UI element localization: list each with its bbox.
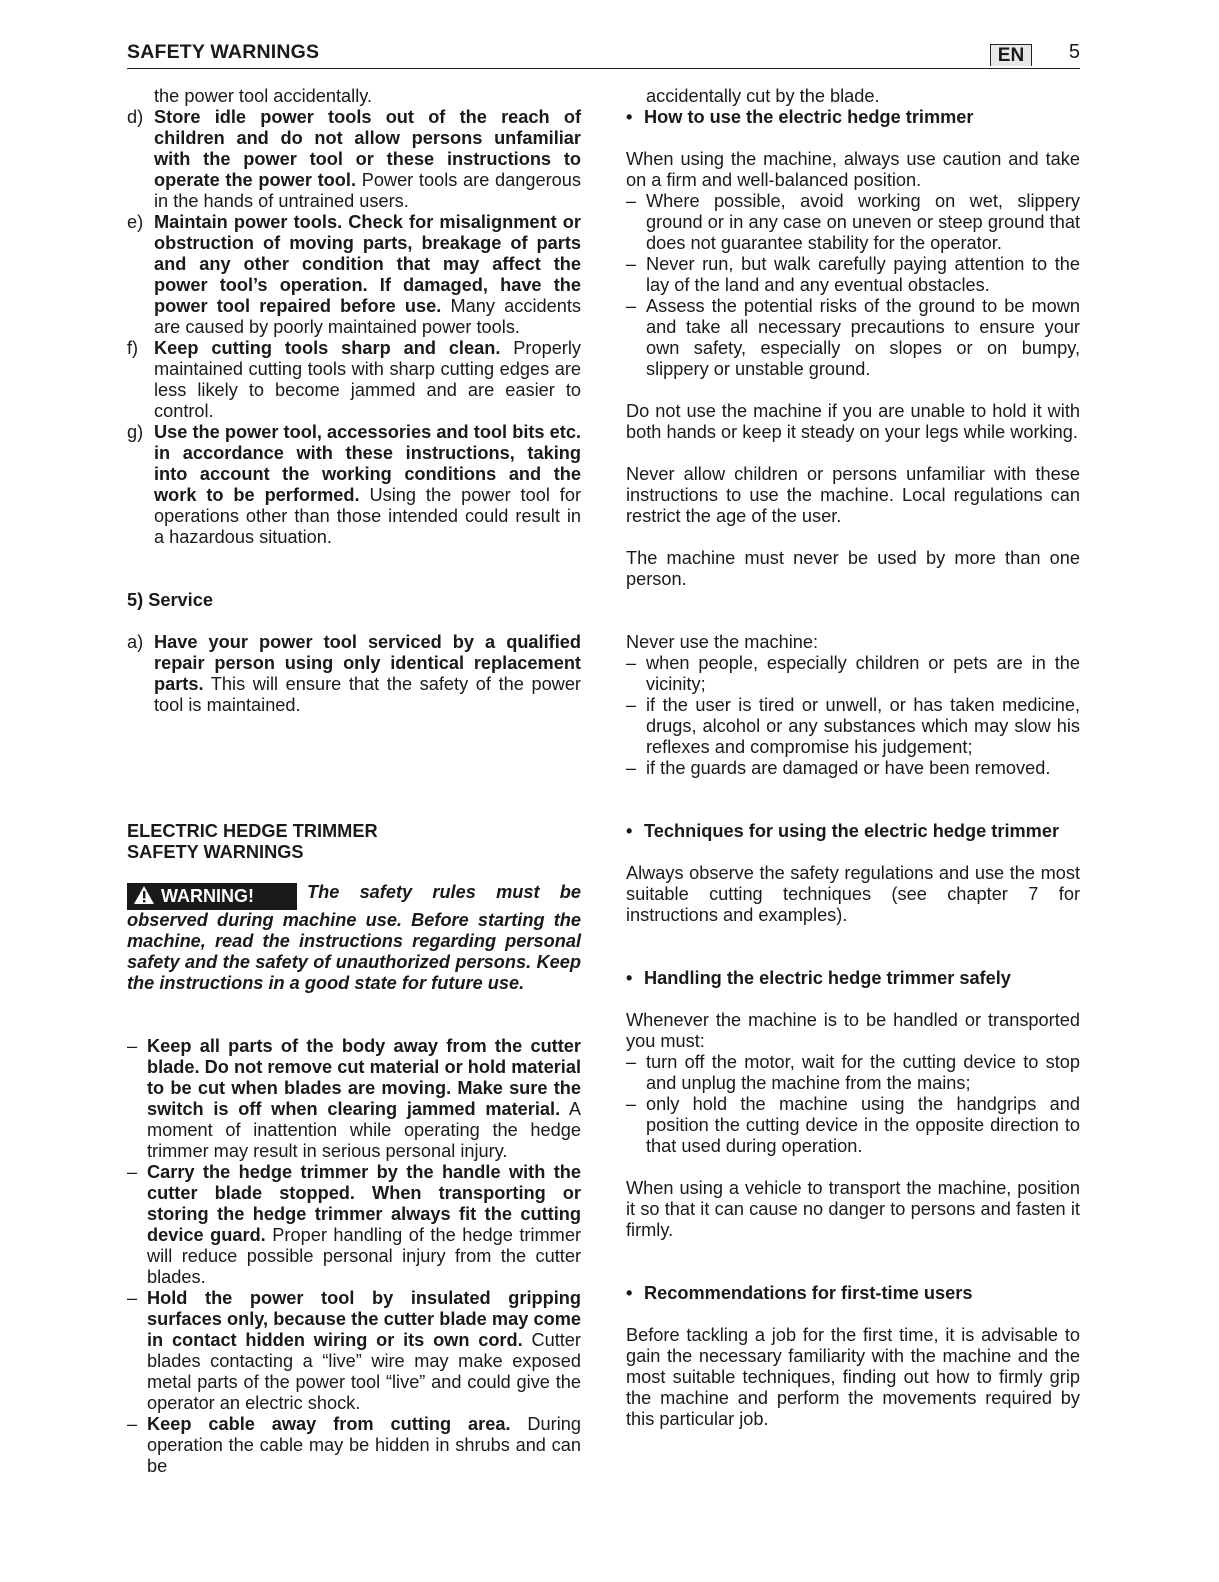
list-item: d) Store idle power tools out of the reach of children and do not allow persons unfamiliar with the power tool or these instructions to operate the power tool. Power tools are dangerous in the hands of untrained users. [127,107,581,211]
bullet-heading: • Techniques for using the electric hedge trimmer [626,821,1060,841]
left-column [127,86,581,1477]
list-item: e) Maintain power tools. Check for misalignment or obstruction of moving parts, breakage of parts and any other condition that may affect the power tool’s operation. If damaged, have the power tool repaired before use. Many accidents are caused by poorly maintained power tools. [127,212,581,337]
list-item: – if the guards are damaged or have been removed. [626,758,1051,778]
paragraph: The machine must never be used by more than one person. [626,548,1080,589]
warning-badge: WARNING! [127,883,297,910]
list-item: – Never run, but walk carefully paying attention to the lay of the land and any eventual obstacles. [626,254,1080,295]
paragraph: Never allow children or persons unfamiliar with these instructions to use the machine. Local regulations can restrict the age of the user. [626,464,1080,526]
list-item: – Keep cable away from cutting area. During operation the cable may be hidden in shrubs and can be [127,1414,581,1476]
paragraph: Never use the machine: [626,632,819,652]
bullet-heading: • How to use the electric hedge trimmer [626,107,974,127]
list-item: – Where possible, avoid working on wet, slippery ground or in any case on uneven or steep ground that does not guarantee stability for the operator. [626,191,1080,253]
right-column [626,86,1080,1430]
continued-text: the power tool accidentally. [154,86,373,106]
list-item: – Keep all parts of the body away from the cutter blade. Do not remove cut material or hold material to be cut when blades are moving. Make sure the switch is off when clearing jammed material. A moment of inattention while operating the hedge trimmer may result in serious personal injury. [127,1036,581,1161]
warning-triangle-icon [133,885,155,905]
page-number: 5 [1068,41,1080,63]
page-header [127,38,1080,69]
list-item: – if the user is tired or unwell, or has taken medicine, drugs, alcohol or any substances which may slow his reflexes and compromise his judgement; [626,695,1080,757]
bullet-heading: • Handling the electric hedge trimmer safely [626,968,1011,988]
paragraph: When using the machine, always use caution and take on a firm and well-balanced position. [626,149,1080,190]
page-title: SAFETY WARNINGS [127,41,320,63]
paragraph: Do not use the machine if you are unable to hold it with both hands or keep it steady on your legs while working. [626,401,1080,442]
paragraph: Whenever the machine is to be handled or transported you must: [626,1010,1080,1051]
paragraph: Always observe the safety regulations and use the most suitable cutting techniques (see chapter 7 for instructions and examples). [626,863,1080,925]
list-item: – only hold the machine using the handgrips and position the cutting device in the opposite direction to that used during operation. [626,1094,1080,1156]
list-item: – turn off the motor, wait for the cutting device to stop and unplug the machine from the mains; [626,1052,1080,1093]
section-heading: ELECTRIC HEDGE TRIMMER [127,821,378,841]
list-item: – when people, especially children or pets are in the vicinity; [626,653,1080,694]
list-item: g) Use the power tool, accessories and tool bits etc. in accordance with these instructions, taking into account the working conditions and the work to be performed. Using the power tool for operations other than those intended could result in a hazardous situation. [127,422,581,547]
list-item: f) Keep cutting tools sharp and clean. Properly maintained cutting tools with sharp cutting edges are less likely to become jammed and are easier to control. [127,338,582,421]
bullet-heading: • Recommendations for first-time users [626,1283,973,1303]
list-item: – Assess the potential risks of the ground to be mown and take all necessary precautions to ensure your own safety, especially on slopes or on bumpy, slippery or unstable ground. [626,296,1080,379]
list-item: – Hold the power tool by insulated gripping surfaces only, because the cutter blade may come in contact hidden wiring or its own cord. Cutter blades contacting a “live” wire may make exposed metal parts of the power tool “live” and could give the operator an electric shock. [127,1288,581,1413]
list-item: a) Have your power tool serviced by a qualified repair person using only identical replacement parts. This will ensure that the safety of the power tool is maintained. [127,632,581,715]
paragraph: Before tackling a job for the first time, it is advisable to gain the necessary familiarity with the machine and the most suitable techniques, finding out how to firmly grip the machine and perform the movements required by this particular job. [626,1325,1080,1429]
language-badge: EN [990,44,1032,66]
list-item: – Carry the hedge trimmer by the handle with the cutter blade stopped. When transporting or storing the hedge trimmer always fit the cutting device guard. Proper handling of the hedge trimmer will reduce possible personal injury from the cutter blades. [127,1162,581,1287]
section-heading: SAFETY WARNINGS [127,842,304,862]
warning-paragraph: WARNING! The safety rules must be observed during machine use. Before starting the machine, read the instructions regarding personal safety and the safety of unauthorized persons. Keep the instructions in a good state for future use. [127,882,581,993]
service-heading: 5) Service [127,590,213,610]
paragraph: When using a vehicle to transport the machine, position it so that it can cause no danger to persons and fasten it firmly. [626,1178,1080,1240]
continued-text: accidentally cut by the blade. [646,86,880,106]
